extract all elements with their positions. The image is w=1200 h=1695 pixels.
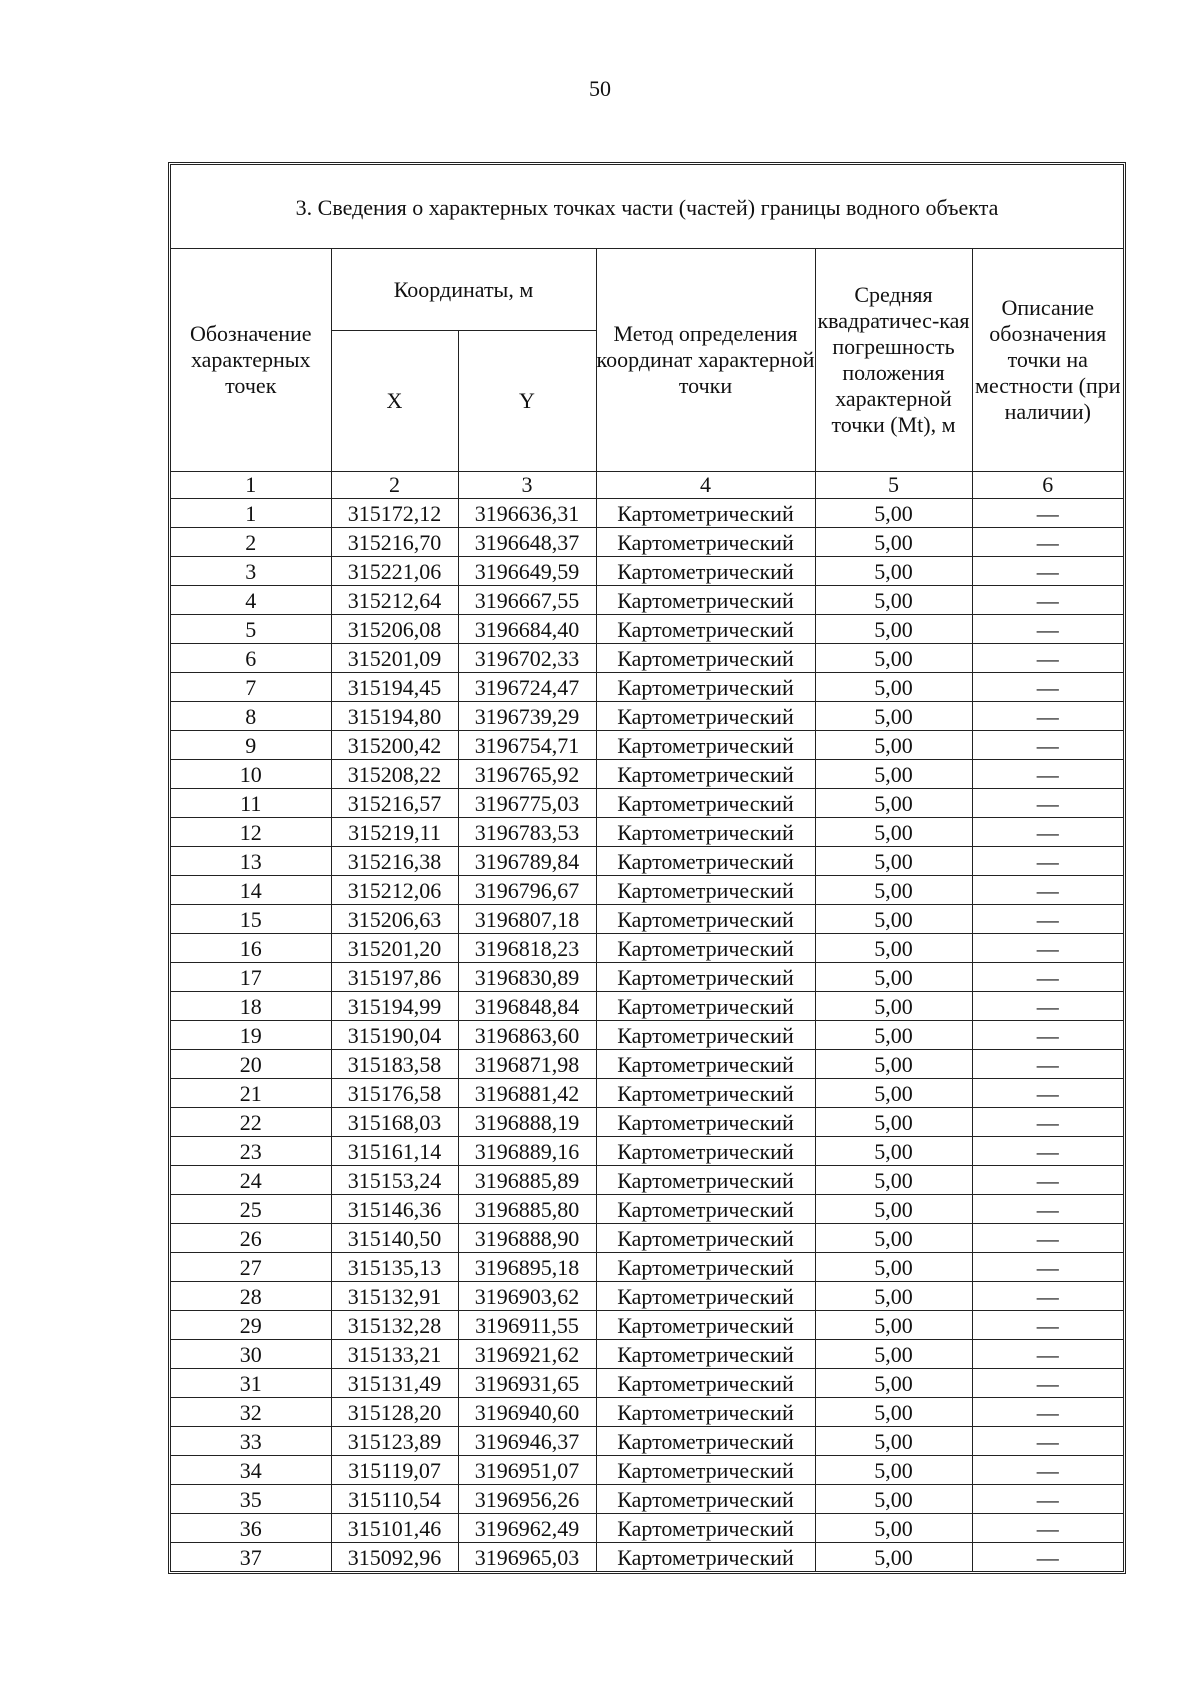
error-cell: 5,00 (815, 1369, 972, 1398)
point-number-cell: 23 (171, 1137, 331, 1166)
method-cell: Картометрический (596, 1485, 815, 1514)
method-cell: Картометрический (596, 499, 815, 528)
method-cell: Картометрический (596, 1137, 815, 1166)
y-coordinate-cell: 3196903,62 (458, 1282, 596, 1311)
table-row (171, 702, 1123, 731)
x-coordinate-cell: 315092,96 (331, 1543, 458, 1572)
point-number-cell: 13 (171, 847, 331, 876)
table-row (171, 586, 1123, 615)
method-cell: Картометрический (596, 934, 815, 963)
table-row (171, 1369, 1123, 1398)
y-coordinate-cell: 3196931,65 (458, 1369, 596, 1398)
header-description: Описание обозначения точки на местности (при наличии) (972, 249, 1123, 472)
method-cell: Картометрический (596, 1543, 815, 1572)
description-cell: — (972, 1369, 1123, 1398)
y-coordinate-cell: 3196724,47 (458, 673, 596, 702)
x-coordinate-cell: 315216,38 (331, 847, 458, 876)
x-coordinate-cell: 315190,04 (331, 1021, 458, 1050)
x-coordinate-cell: 315101,46 (331, 1514, 458, 1543)
y-coordinate-cell: 3196951,07 (458, 1456, 596, 1485)
x-coordinate-cell: 315216,70 (331, 528, 458, 557)
point-number-cell: 36 (171, 1514, 331, 1543)
description-cell: — (972, 1050, 1123, 1079)
method-cell: Картометрический (596, 1224, 815, 1253)
method-cell: Картометрический (596, 1369, 815, 1398)
table-row (171, 847, 1123, 876)
y-coordinate-cell: 3196783,53 (458, 818, 596, 847)
column-number: 4 (596, 472, 815, 499)
y-coordinate-cell: 3196956,26 (458, 1485, 596, 1514)
method-cell: Картометрический (596, 557, 815, 586)
point-number-cell: 33 (171, 1427, 331, 1456)
table-row (171, 1137, 1123, 1166)
table-row (171, 1224, 1123, 1253)
description-cell: — (972, 876, 1123, 905)
x-coordinate-cell: 315168,03 (331, 1108, 458, 1137)
x-coordinate-cell: 315183,58 (331, 1050, 458, 1079)
x-coordinate-cell: 315132,28 (331, 1311, 458, 1340)
table-row (171, 644, 1123, 673)
error-cell: 5,00 (815, 528, 972, 557)
description-cell: — (972, 557, 1123, 586)
description-cell: — (972, 1108, 1123, 1137)
error-cell: 5,00 (815, 1166, 972, 1195)
x-coordinate-cell: 315201,20 (331, 934, 458, 963)
error-cell: 5,00 (815, 1456, 972, 1485)
point-number-cell: 26 (171, 1224, 331, 1253)
x-coordinate-cell: 315201,09 (331, 644, 458, 673)
x-coordinate-cell: 315206,63 (331, 905, 458, 934)
point-number-cell: 34 (171, 1456, 331, 1485)
y-coordinate-cell: 3196946,37 (458, 1427, 596, 1456)
point-number-cell: 5 (171, 615, 331, 644)
point-number-cell: 3 (171, 557, 331, 586)
error-cell: 5,00 (815, 1050, 972, 1079)
method-cell: Картометрический (596, 905, 815, 934)
x-coordinate-cell: 315161,14 (331, 1137, 458, 1166)
table-row (171, 876, 1123, 905)
description-cell: — (972, 1340, 1123, 1369)
x-coordinate-cell: 315135,13 (331, 1253, 458, 1282)
header-point-designation: Обозначение характерных точек (171, 249, 331, 472)
method-cell: Картометрический (596, 847, 815, 876)
x-coordinate-cell: 315197,86 (331, 963, 458, 992)
error-cell: 5,00 (815, 731, 972, 760)
method-cell: Картометрический (596, 1253, 815, 1282)
table-row (171, 1108, 1123, 1137)
y-coordinate-cell: 3196702,33 (458, 644, 596, 673)
method-cell: Картометрический (596, 963, 815, 992)
error-cell: 5,00 (815, 963, 972, 992)
table-row (171, 789, 1123, 818)
column-number: 2 (331, 472, 458, 499)
y-coordinate-cell: 3196848,84 (458, 992, 596, 1021)
table-row (171, 1253, 1123, 1282)
boundary-points-table (171, 165, 1123, 1571)
x-coordinate-cell: 315132,91 (331, 1282, 458, 1311)
description-cell: — (972, 702, 1123, 731)
x-coordinate-cell: 315153,24 (331, 1166, 458, 1195)
point-number-cell: 11 (171, 789, 331, 818)
table-row (171, 760, 1123, 789)
y-coordinate-cell: 3196962,49 (458, 1514, 596, 1543)
error-cell: 5,00 (815, 557, 972, 586)
point-number-cell: 16 (171, 934, 331, 963)
description-cell: — (972, 760, 1123, 789)
point-number-cell: 30 (171, 1340, 331, 1369)
x-coordinate-cell: 315200,42 (331, 731, 458, 760)
error-cell: 5,00 (815, 1514, 972, 1543)
method-cell: Картометрический (596, 1282, 815, 1311)
method-cell: Картометрический (596, 1514, 815, 1543)
y-coordinate-cell: 3196863,60 (458, 1021, 596, 1050)
table-row (171, 934, 1123, 963)
description-cell: — (972, 1166, 1123, 1195)
method-cell: Картометрический (596, 673, 815, 702)
description-cell: — (972, 963, 1123, 992)
error-cell: 5,00 (815, 818, 972, 847)
description-cell: — (972, 1543, 1123, 1572)
description-cell: — (972, 818, 1123, 847)
method-cell: Картометрический (596, 789, 815, 818)
y-coordinate-cell: 3196888,19 (458, 1108, 596, 1137)
table-row (171, 1166, 1123, 1195)
x-coordinate-cell: 315212,06 (331, 876, 458, 905)
point-number-cell: 31 (171, 1369, 331, 1398)
method-cell: Картометрический (596, 1050, 815, 1079)
table-row (171, 1021, 1123, 1050)
x-coordinate-cell: 315212,64 (331, 586, 458, 615)
column-number: 5 (815, 472, 972, 499)
point-number-cell: 21 (171, 1079, 331, 1108)
table-row (171, 1282, 1123, 1311)
error-cell: 5,00 (815, 1427, 972, 1456)
method-cell: Картометрический (596, 644, 815, 673)
description-cell: — (972, 1398, 1123, 1427)
error-cell: 5,00 (815, 1543, 972, 1572)
table-row (171, 1079, 1123, 1108)
y-coordinate-cell: 3196830,89 (458, 963, 596, 992)
table-title: 3. Сведения о характерных точках части (частей) границы водного объекта (171, 165, 1123, 249)
error-cell: 5,00 (815, 1137, 972, 1166)
method-cell: Картометрический (596, 1108, 815, 1137)
table-row (171, 615, 1123, 644)
x-coordinate-cell: 315133,21 (331, 1340, 458, 1369)
x-coordinate-cell: 315206,08 (331, 615, 458, 644)
x-coordinate-cell: 315140,50 (331, 1224, 458, 1253)
description-cell: — (972, 992, 1123, 1021)
table-row (171, 1485, 1123, 1514)
y-coordinate-cell: 3196765,92 (458, 760, 596, 789)
column-number-row (171, 472, 1123, 499)
x-coordinate-cell: 315176,58 (331, 1079, 458, 1108)
y-coordinate-cell: 3196889,16 (458, 1137, 596, 1166)
description-cell: — (972, 1195, 1123, 1224)
header-mean-square-error: Средняя квадратичес-кая погрешность положения характерной точки (Mt), м (815, 249, 972, 472)
x-coordinate-cell: 315128,20 (331, 1398, 458, 1427)
table-row (171, 1456, 1123, 1485)
header-method: Метод определения координат характерной точки (596, 249, 815, 472)
error-cell: 5,00 (815, 1311, 972, 1340)
method-cell: Картометрический (596, 702, 815, 731)
y-coordinate-cell: 3196796,67 (458, 876, 596, 905)
x-coordinate-cell: 315123,89 (331, 1427, 458, 1456)
method-cell: Картометрический (596, 1079, 815, 1108)
error-cell: 5,00 (815, 499, 972, 528)
description-cell: — (972, 1485, 1123, 1514)
boundary-points-table-frame (168, 162, 1126, 1574)
description-cell: — (972, 1137, 1123, 1166)
method-cell: Картометрический (596, 760, 815, 789)
method-cell: Картометрический (596, 992, 815, 1021)
point-number-cell: 4 (171, 586, 331, 615)
x-coordinate-cell: 315194,99 (331, 992, 458, 1021)
error-cell: 5,00 (815, 1195, 972, 1224)
description-cell: — (972, 1514, 1123, 1543)
y-coordinate-cell: 3196636,31 (458, 499, 596, 528)
y-coordinate-cell: 3196807,18 (458, 905, 596, 934)
point-number-cell: 10 (171, 760, 331, 789)
y-coordinate-cell: 3196818,23 (458, 934, 596, 963)
y-coordinate-cell: 3196648,37 (458, 528, 596, 557)
description-cell: — (972, 1456, 1123, 1485)
method-cell: Картометрический (596, 615, 815, 644)
header-coordinates: Координаты, м (331, 249, 596, 331)
error-cell: 5,00 (815, 702, 972, 731)
y-coordinate-cell: 3196881,42 (458, 1079, 596, 1108)
table-row (171, 1340, 1123, 1369)
method-cell: Картометрический (596, 1166, 815, 1195)
description-cell: — (972, 1079, 1123, 1108)
error-cell: 5,00 (815, 1224, 972, 1253)
method-cell: Картометрический (596, 1340, 815, 1369)
y-coordinate-cell: 3196940,60 (458, 1398, 596, 1427)
point-number-cell: 1 (171, 499, 331, 528)
x-coordinate-cell: 315208,22 (331, 760, 458, 789)
method-cell: Картометрический (596, 876, 815, 905)
method-cell: Картометрический (596, 1021, 815, 1050)
y-coordinate-cell: 3196684,40 (458, 615, 596, 644)
description-cell: — (972, 731, 1123, 760)
description-cell: — (972, 1021, 1123, 1050)
error-cell: 5,00 (815, 847, 972, 876)
table-row (171, 557, 1123, 586)
error-cell: 5,00 (815, 1340, 972, 1369)
error-cell: 5,00 (815, 1021, 972, 1050)
y-coordinate-cell: 3196921,62 (458, 1340, 596, 1369)
point-number-cell: 29 (171, 1311, 331, 1340)
description-cell: — (972, 673, 1123, 702)
error-cell: 5,00 (815, 992, 972, 1021)
table-row (171, 731, 1123, 760)
error-cell: 5,00 (815, 789, 972, 818)
description-cell: — (972, 528, 1123, 557)
table-row (171, 1543, 1123, 1572)
x-coordinate-cell: 315194,45 (331, 673, 458, 702)
table-row (171, 1427, 1123, 1456)
point-number-cell: 28 (171, 1282, 331, 1311)
point-number-cell: 19 (171, 1021, 331, 1050)
point-number-cell: 35 (171, 1485, 331, 1514)
error-cell: 5,00 (815, 1485, 972, 1514)
point-number-cell: 25 (171, 1195, 331, 1224)
table-row (171, 1050, 1123, 1079)
y-coordinate-cell: 3196888,90 (458, 1224, 596, 1253)
point-number-cell: 2 (171, 528, 331, 557)
y-coordinate-cell: 3196739,29 (458, 702, 596, 731)
error-cell: 5,00 (815, 876, 972, 905)
error-cell: 5,00 (815, 905, 972, 934)
error-cell: 5,00 (815, 673, 972, 702)
method-cell: Картометрический (596, 1195, 815, 1224)
column-number: 3 (458, 472, 596, 499)
x-coordinate-cell: 315216,57 (331, 789, 458, 818)
error-cell: 5,00 (815, 1398, 972, 1427)
y-coordinate-cell: 3196789,84 (458, 847, 596, 876)
point-number-cell: 9 (171, 731, 331, 760)
table-row (171, 992, 1123, 1021)
point-number-cell: 22 (171, 1108, 331, 1137)
page-number: 50 (589, 76, 611, 101)
description-cell: — (972, 1224, 1123, 1253)
x-coordinate-cell: 315146,36 (331, 1195, 458, 1224)
table-row (171, 1195, 1123, 1224)
table-row (171, 1514, 1123, 1543)
x-coordinate-cell: 315219,11 (331, 818, 458, 847)
y-coordinate-cell: 3196895,18 (458, 1253, 596, 1282)
y-coordinate-cell: 3196911,55 (458, 1311, 596, 1340)
table-row (171, 1311, 1123, 1340)
description-cell: — (972, 644, 1123, 673)
error-cell: 5,00 (815, 615, 972, 644)
y-coordinate-cell: 3196885,89 (458, 1166, 596, 1195)
point-number-cell: 12 (171, 818, 331, 847)
y-coordinate-cell: 3196667,55 (458, 586, 596, 615)
description-cell: — (972, 789, 1123, 818)
point-number-cell: 15 (171, 905, 331, 934)
error-cell: 5,00 (815, 934, 972, 963)
point-number-cell: 8 (171, 702, 331, 731)
header-y: Y (458, 331, 596, 472)
table-row (171, 673, 1123, 702)
method-cell: Картометрический (596, 586, 815, 615)
description-cell: — (972, 847, 1123, 876)
x-coordinate-cell: 315110,54 (331, 1485, 458, 1514)
point-number-cell: 14 (171, 876, 331, 905)
x-coordinate-cell: 315119,07 (331, 1456, 458, 1485)
method-cell: Картометрический (596, 731, 815, 760)
error-cell: 5,00 (815, 644, 972, 673)
error-cell: 5,00 (815, 586, 972, 615)
error-cell: 5,00 (815, 1108, 972, 1137)
description-cell: — (972, 615, 1123, 644)
description-cell: — (972, 905, 1123, 934)
method-cell: Картометрический (596, 528, 815, 557)
point-number-cell: 32 (171, 1398, 331, 1427)
table-row (171, 905, 1123, 934)
table-row (171, 818, 1123, 847)
point-number-cell: 17 (171, 963, 331, 992)
error-cell: 5,00 (815, 1253, 972, 1282)
x-coordinate-cell: 315172,12 (331, 499, 458, 528)
table-row (171, 528, 1123, 557)
description-cell: — (972, 934, 1123, 963)
x-coordinate-cell: 315221,06 (331, 557, 458, 586)
description-cell: — (972, 1253, 1123, 1282)
point-number-cell: 37 (171, 1543, 331, 1572)
method-cell: Картометрический (596, 1398, 815, 1427)
y-coordinate-cell: 3196965,03 (458, 1543, 596, 1572)
y-coordinate-cell: 3196754,71 (458, 731, 596, 760)
description-cell: — (972, 1311, 1123, 1340)
error-cell: 5,00 (815, 1282, 972, 1311)
point-number-cell: 27 (171, 1253, 331, 1282)
method-cell: Картометрический (596, 1427, 815, 1456)
header-x: X (331, 331, 458, 472)
table-row (171, 1398, 1123, 1427)
point-number-cell: 7 (171, 673, 331, 702)
table-row (171, 499, 1123, 528)
y-coordinate-cell: 3196775,03 (458, 789, 596, 818)
error-cell: 5,00 (815, 760, 972, 789)
column-number: 1 (171, 472, 331, 499)
x-coordinate-cell: 315131,49 (331, 1369, 458, 1398)
x-coordinate-cell: 315194,80 (331, 702, 458, 731)
y-coordinate-cell: 3196871,98 (458, 1050, 596, 1079)
y-coordinate-cell: 3196885,80 (458, 1195, 596, 1224)
column-number: 6 (972, 472, 1123, 499)
point-number-cell: 18 (171, 992, 331, 1021)
point-number-cell: 24 (171, 1166, 331, 1195)
point-number-cell: 20 (171, 1050, 331, 1079)
method-cell: Картометрический (596, 818, 815, 847)
description-cell: — (972, 499, 1123, 528)
error-cell: 5,00 (815, 1079, 972, 1108)
table-row (171, 963, 1123, 992)
description-cell: — (972, 1282, 1123, 1311)
point-number-cell: 6 (171, 644, 331, 673)
description-cell: — (972, 586, 1123, 615)
y-coordinate-cell: 3196649,59 (458, 557, 596, 586)
method-cell: Картометрический (596, 1311, 815, 1340)
method-cell: Картометрический (596, 1456, 815, 1485)
description-cell: — (972, 1427, 1123, 1456)
